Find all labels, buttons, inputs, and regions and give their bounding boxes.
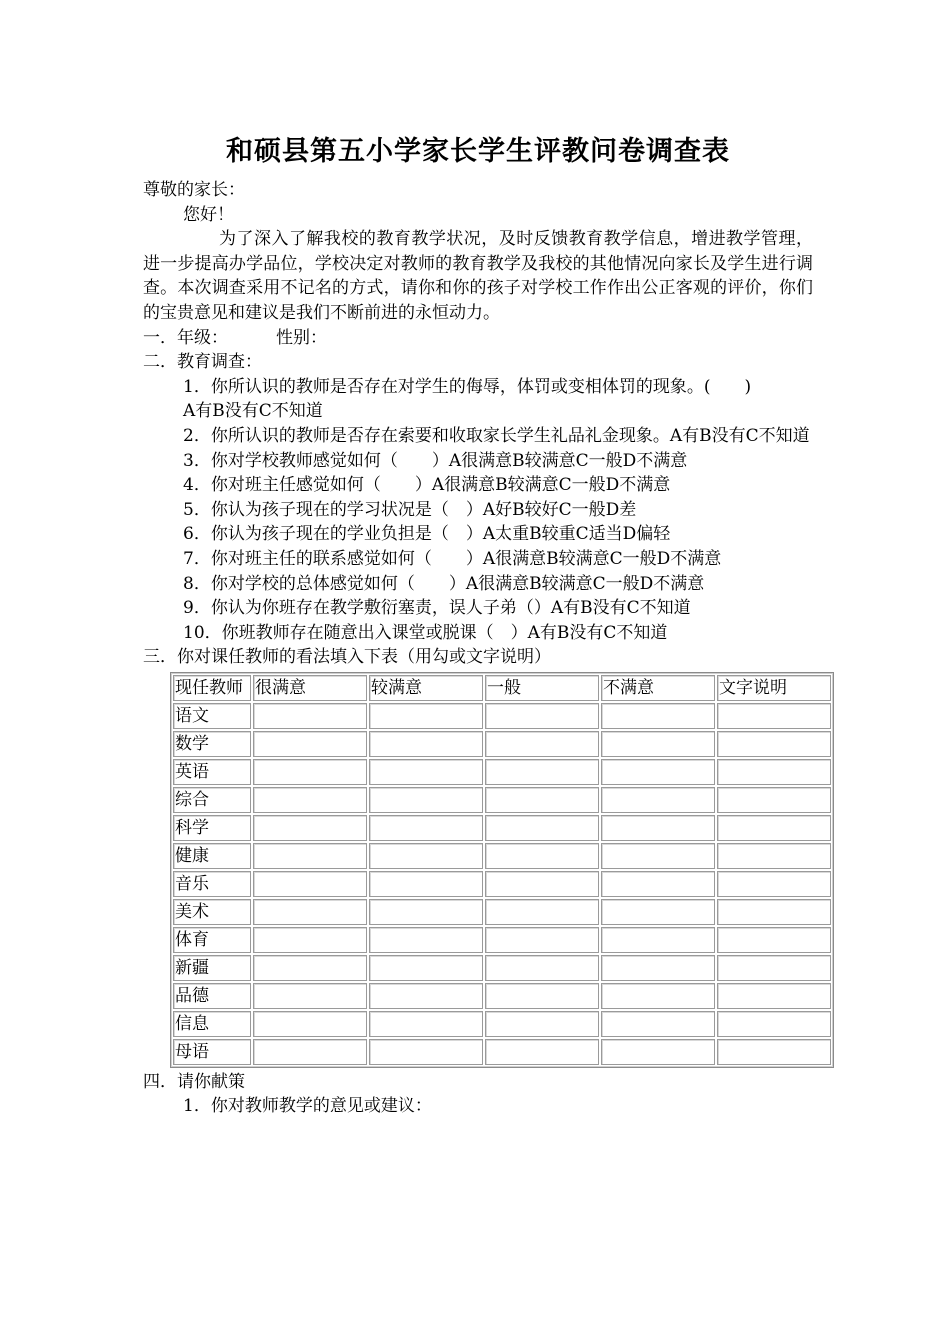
section4-heading: 四．请你献策 xyxy=(143,1071,245,1092)
rating-input-cell[interactable] xyxy=(369,1039,483,1065)
rating-input-cell[interactable] xyxy=(601,843,715,869)
table-header-cell: 不满意 xyxy=(601,675,715,701)
question-6: 6．你认为孩子现在的学业负担是（ ）A太重B较重C适当D偏轻 xyxy=(183,524,671,545)
rating-input-cell[interactable] xyxy=(485,815,599,841)
rating-input-cell[interactable] xyxy=(717,759,831,785)
rating-input-cell[interactable] xyxy=(485,983,599,1009)
table-row xyxy=(173,955,831,981)
rating-input-cell[interactable] xyxy=(253,787,367,813)
rating-input-cell[interactable] xyxy=(485,955,599,981)
rating-input-cell[interactable] xyxy=(717,1039,831,1065)
intro-paragraph: 为了深入了解我校的教育教学状况，及时反馈教育教学信息，增进教学管理，进一步提高办学品位，学校决定对教师的教育教学及我校的其他情况向家长及学生进行调查。本次调查采用不记名的方式，请你和你的孩子对学校工作作出公正客观的评价，你们的宝贵意见和建议是我们不断前进的永恒动力。 xyxy=(143,229,813,323)
rating-input-cell[interactable] xyxy=(369,759,483,785)
subject-cell: 美术 xyxy=(173,899,251,925)
rating-input-cell[interactable] xyxy=(253,843,367,869)
table-row xyxy=(173,731,831,757)
questionnaire-page xyxy=(143,130,813,1119)
rating-input-cell[interactable] xyxy=(369,1011,483,1037)
subject-cell: 信息 xyxy=(173,1011,251,1037)
rating-input-cell[interactable] xyxy=(253,1011,367,1037)
rating-input-cell[interactable] xyxy=(717,843,831,869)
question-1-options: A有B没有C不知道 xyxy=(183,401,323,422)
rating-input-cell[interactable] xyxy=(717,927,831,953)
table-row xyxy=(173,759,831,785)
rating-input-cell[interactable] xyxy=(601,703,715,729)
table-header-cell: 很满意 xyxy=(253,675,367,701)
teacher-rating-table-wrap xyxy=(170,672,834,1068)
rating-input-cell[interactable] xyxy=(369,843,483,869)
rating-input-cell[interactable] xyxy=(485,731,599,757)
question-3: 3．你对学校教师感觉如何（ ）A很满意B较满意C一般D不满意 xyxy=(183,450,688,471)
subject-cell: 品德 xyxy=(173,983,251,1009)
rating-input-cell[interactable] xyxy=(717,871,831,897)
question-5: 5．你认为孩子现在的学习状况是（ ）A好B较好C一般D差 xyxy=(183,499,637,520)
rating-input-cell[interactable] xyxy=(485,1011,599,1037)
rating-input-cell[interactable] xyxy=(485,843,599,869)
rating-input-cell[interactable] xyxy=(601,815,715,841)
teacher-rating-table xyxy=(170,672,834,1068)
rating-input-cell[interactable] xyxy=(253,703,367,729)
salutation: 尊敬的家长： xyxy=(143,180,245,200)
subject-cell: 综合 xyxy=(173,787,251,813)
rating-input-cell[interactable] xyxy=(601,927,715,953)
question-1: 1．你所认识的教师是否存在对学生的侮辱，体罚或变相体罚的现象。( ) xyxy=(183,376,752,397)
rating-input-cell[interactable] xyxy=(485,871,599,897)
rating-input-cell[interactable] xyxy=(601,871,715,897)
rating-input-cell[interactable] xyxy=(253,731,367,757)
greeting: 您好！ xyxy=(183,204,234,225)
rating-input-cell[interactable] xyxy=(717,899,831,925)
rating-input-cell[interactable] xyxy=(369,955,483,981)
rating-input-cell[interactable] xyxy=(253,955,367,981)
subject-cell: 体育 xyxy=(173,927,251,953)
rating-input-cell[interactable] xyxy=(485,899,599,925)
rating-input-cell[interactable] xyxy=(717,731,831,757)
rating-input-cell[interactable] xyxy=(369,815,483,841)
table-row xyxy=(173,1011,831,1037)
rating-input-cell[interactable] xyxy=(601,1011,715,1037)
rating-input-cell[interactable] xyxy=(369,927,483,953)
rating-input-cell[interactable] xyxy=(253,927,367,953)
table-header-cell: 一般 xyxy=(485,675,599,701)
gender-label: 性别： xyxy=(276,327,327,348)
page-title: 和硕县第五小学家长学生评教问卷调查表 xyxy=(226,136,730,167)
table-row xyxy=(173,983,831,1009)
rating-input-cell[interactable] xyxy=(601,983,715,1009)
question-4: 4．你对班主任感觉如何（ ）A很满意B较满意C一般D不满意 xyxy=(183,475,671,496)
rating-input-cell[interactable] xyxy=(717,1011,831,1037)
rating-input-cell[interactable] xyxy=(485,927,599,953)
rating-input-cell[interactable] xyxy=(253,983,367,1009)
rating-input-cell[interactable] xyxy=(485,1039,599,1065)
rating-input-cell[interactable] xyxy=(601,1039,715,1065)
suggestion-item-1: 1．你对教师教学的意见或建议： xyxy=(183,1096,432,1117)
subject-cell: 音乐 xyxy=(173,871,251,897)
section1-line xyxy=(143,326,813,351)
grade-label: 一．年级： xyxy=(143,327,228,348)
table-row xyxy=(173,871,831,897)
rating-input-cell[interactable] xyxy=(369,983,483,1009)
rating-input-cell[interactable] xyxy=(369,787,483,813)
subject-cell: 语文 xyxy=(173,703,251,729)
rating-input-cell[interactable] xyxy=(369,899,483,925)
rating-input-cell[interactable] xyxy=(717,983,831,1009)
rating-input-cell[interactable] xyxy=(369,731,483,757)
table-header-cell: 现任教师 xyxy=(173,675,251,701)
rating-input-cell[interactable] xyxy=(369,871,483,897)
question-8: 8．你对学校的总体感觉如何（ ）A很满意B较满意C一般D不满意 xyxy=(183,573,705,594)
question-10: 10．你班教师存在随意出入课堂或脱课（ ）A有B没有C不知道 xyxy=(183,622,668,643)
rating-input-cell[interactable] xyxy=(485,787,599,813)
subject-cell: 英语 xyxy=(173,759,251,785)
rating-input-cell[interactable] xyxy=(717,955,831,981)
table-header-cell: 较满意 xyxy=(369,675,483,701)
table-row xyxy=(173,927,831,953)
subject-cell: 母语 xyxy=(173,1039,251,1065)
table-row xyxy=(173,787,831,813)
table-row xyxy=(173,703,831,729)
rating-input-cell[interactable] xyxy=(601,955,715,981)
rating-input-cell[interactable] xyxy=(253,759,367,785)
subject-cell: 科学 xyxy=(173,815,251,841)
rating-input-cell[interactable] xyxy=(717,787,831,813)
subject-cell: 数学 xyxy=(173,731,251,757)
table-row xyxy=(173,1039,831,1065)
rating-input-cell[interactable] xyxy=(253,815,367,841)
table-row xyxy=(173,843,831,869)
rating-input-cell[interactable] xyxy=(253,899,367,925)
table-header-row xyxy=(173,675,831,701)
rating-input-cell[interactable] xyxy=(601,787,715,813)
subject-cell: 健康 xyxy=(173,843,251,869)
section2-heading: 二．教育调查： xyxy=(143,352,262,373)
table-header-cell: 文字说明 xyxy=(717,675,831,701)
rating-input-cell[interactable] xyxy=(601,731,715,757)
question-2: 2．你所认识的教师是否存在索要和收取家长学生礼品礼金现象。A有B没有C不知道 xyxy=(183,425,810,446)
rating-input-cell[interactable] xyxy=(601,759,715,785)
rating-input-cell[interactable] xyxy=(369,703,483,729)
rating-input-cell[interactable] xyxy=(253,871,367,897)
table-row xyxy=(173,815,831,841)
rating-input-cell[interactable] xyxy=(253,1039,367,1065)
rating-input-cell[interactable] xyxy=(601,899,715,925)
rating-input-cell[interactable] xyxy=(485,759,599,785)
rating-input-cell[interactable] xyxy=(485,703,599,729)
question-9: 9．你认为你班存在教学敷衍塞责，误人子弟（）A有B没有C不知道 xyxy=(183,598,691,619)
rating-input-cell[interactable] xyxy=(717,815,831,841)
table-row xyxy=(173,899,831,925)
question-7: 7．你对班主任的联系感觉如何（ ）A很满意B较满意C一般D不满意 xyxy=(183,548,722,569)
section3-heading: 三．你对课任教师的看法填入下表（用勾或文字说明） xyxy=(143,647,551,668)
rating-input-cell[interactable] xyxy=(717,703,831,729)
subject-cell: 新疆 xyxy=(173,955,251,981)
